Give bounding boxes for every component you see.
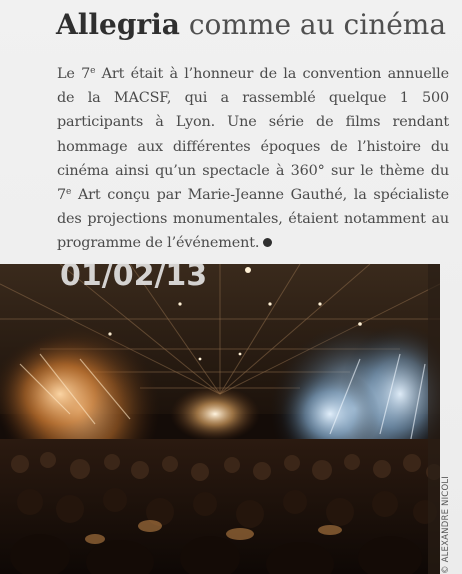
body-part-2: Art était à l’honneur de la convention annuelle de la MACSF, qui a rassemblé quelque 1 500 participants à Lyon. Une série de films rendant hommage aux différentes époques de l’histoire du cinéma ainsi qu’un spectacle à 360° sur le thème du 7 (57, 66, 450, 204)
article-title (56, 8, 456, 42)
event-date: 01/02/13 (60, 258, 208, 293)
event-hall-illustration (0, 264, 440, 574)
article-body (57, 62, 449, 256)
photo-credit: © ALEXANDRE NICOLI (441, 476, 451, 574)
body-part-1: Le 7 (57, 66, 91, 82)
end-of-article-dot-icon (263, 238, 272, 247)
body-sup-1: e (90, 66, 96, 76)
body-part-3: Art conçu par Marie-Jeanne Gauthé, la spécialiste des projections monumentales, étaient notamment au programme de l’événement. (57, 187, 449, 252)
article-title-bold: Allegria (56, 8, 180, 41)
article-title-rest: comme au cinéma (179, 8, 447, 41)
body-sup-2: e (66, 187, 72, 198)
event-hall-photo (0, 264, 440, 574)
